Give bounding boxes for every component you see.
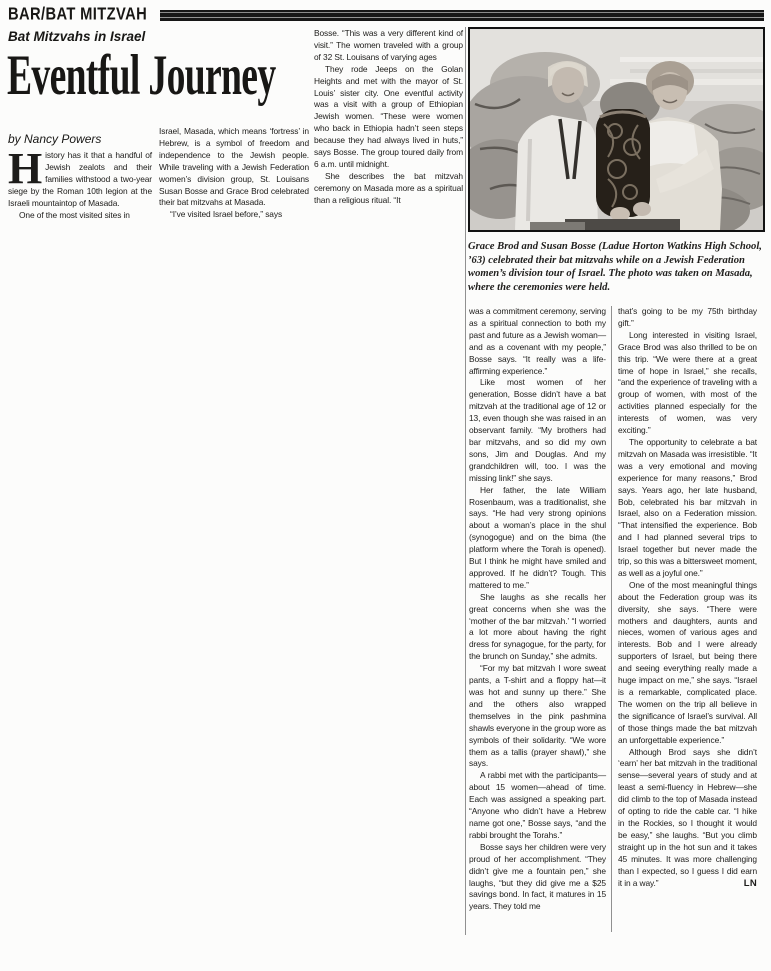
paragraph: She laughs as she recalls her great concerns when she was the ‘mother of the bar mitzvah.’ “I worried a lot more about having the right dress for synagogue, for the party, for the brunch on Sunday,” she admits.	[469, 591, 606, 662]
intro-column-1	[8, 144, 152, 221]
masada-photo-graphic	[470, 29, 763, 230]
paragraph: Bosse says her children were very proud of her accomplishment. “They didn’t give me a fountain pen,” she laughs, “but they did give me a $25 savings bond. In fact, it matures in 15 years. They told me	[469, 841, 606, 912]
column-rule-left	[465, 27, 466, 935]
paragraph: that’s going to be my 75th birthday gift.”	[618, 306, 757, 328]
article-byline: by Nancy Powers	[8, 132, 102, 146]
masthead-rule-bar	[160, 10, 764, 21]
body-column-4	[469, 306, 606, 913]
paragraph: The opportunity to celebrate a bat mitzvah on Masada was irresistible. “It was a very emotional and moving experience for many reasons,” Brod says. Years ago, her late husband, Bob, celebrated his bar mitzvah in Israel, also on a Federation mission. “That intensified the experience. Bob and I had planned several trips to Israel together but never made the trip, so this was a bittersweet moment, as well as a joyful one.”	[618, 436, 757, 578]
paragraph: They rode Jeeps on the Golan Heights and met with the mayor of St. Louis’ sister city. One eventful activity was a visit with a group of Ethiopian Jewish women. “These were women who back in Ethiopia hadn’t seen steps because they had always lived in huts,” says Bosse. The group toured daily from 6 a.m. until midnight.	[314, 63, 463, 169]
paragraph: One of the most meaningful things about the Federation group was its diversity, she says. “There were mothers and daughters, aunts and nieces, women of various ages and interests. Bob and I were already supporters of Israel, but being there and seeing everything really made a huge impact on me,” she says. “Israel is a remarkable, complicated place. The women on the trip all believe in the significance of Israel’s survival. All of those things made the bat mitzvah an unforgettable experience.”	[618, 579, 757, 745]
paragraph: “For my bat mitzvah I wore sweat pants, a T-shirt and a floppy hat—it was hot and sunny up there.” She and the others also wrapped themselves in the pink pashmina shawls everyone in the group wore as symbols of their solidarity. “We wore them as a tallis (prayer shawl),” she says.	[469, 663, 606, 769]
photo-caption: Grace Brod and Susan Bosse (Ladue Horton Watkins High School, ’63) celebrated their bat mitzvahs while on a Jewish Federation women’s division tour of Israel. The photo was taken on Masada, where the ceremonies were held.	[468, 241, 762, 293]
paragraph: One of the most visited sites in	[19, 209, 130, 220]
paragraph: A rabbi met with the participants—about 15 women—ahead of time. Each was assigned a speaking part. “Anyone who didn’t have a Hebrew name got one,” Bosse says, “and the rabbi brought the Torahs.”	[469, 770, 606, 840]
section-masthead	[8, 6, 764, 24]
paragraph	[618, 747, 757, 890]
article-kicker: Bat Mitzvahs in Israel	[8, 29, 146, 44]
intro-column-3	[314, 28, 463, 207]
paragraph-text: Although Brod says she didn’t ‘earn’ her bat mitzvah in the traditional sense—several years of study and at least a semi-fluency in Hebrew—she did climb to the top of Masada instead of opting to ride the cable car. “I hike in the Rockies, so I thought it would be easy,” she laughs. “But you climb straight up in the hot sun and it takes 45 minutes. It was more challenging than I expected, so I guess I did earn it in a way.”	[618, 746, 757, 888]
paragraph: She describes the bat mitzvah ceremony on Masada more as a spiritual than a religious ritual. “It	[314, 170, 463, 205]
paragraph-text: istory has it that a handful of Jewish zealots and their families withstood a two-year siege by the Roman 10th legion at the Israeli mountaintop of Masada.	[8, 150, 152, 208]
paragraph	[8, 144, 152, 210]
body-column-5	[618, 306, 757, 889]
drop-cap: H	[8, 144, 43, 193]
paragraph: Her father, the late William Rosenbaum, was a traditionalist, she says. “He had very strong opinions about a woman’s place in the shul (synogogue) and on the bima (the platform where the Torah is opened). But I think he might have smiled and approved. If he didn’t? Tough. This mattered to me.”	[469, 484, 606, 590]
end-mark: LN	[743, 877, 757, 889]
article-headline: Eventful Journey	[7, 44, 276, 107]
paragraph: Israel, Masada, which means ‘fortress’ in Hebrew, is a symbol of freedom and independence to the Jewish people. While traveling with a Jewish Federation women’s division group, St. Louisans Susan Bosse and Grace Brod celebrated their bat mitzvahs at Masada.	[159, 126, 309, 208]
paragraph: Long interested in visiting Israel, Grace Brod was also thrilled to be on this trip. “We were there at a great time of hope in Israel,” she recalls, “and the experience of traveling with a group of women, with most of the activities planned especially for the interests of women, was very exciting.”	[618, 329, 757, 436]
paragraph: was a commitment ceremony, serving as a spiritual connection to both my past and future as a Jewish woman—and as a covenant with my people,” Bosse says. “It really was a life-affirming experience.”	[469, 306, 606, 376]
paragraph: “I’ve visited Israel before,” says	[170, 209, 283, 220]
column-rule-right	[611, 306, 612, 932]
paragraph: Bosse. “This was a very different kind of visit.” The women traveled with a group of 32 St. Louisans of varying ages	[314, 28, 463, 62]
intro-column-2	[159, 126, 309, 221]
paragraph: Like most women of her generation, Bosse didn’t have a bat mitzvah at the traditional age of 12 or 13, even though she was raised in an observant family. “My brothers had bar mitzvahs, and so did my own sons, Jim and Douglas. And my grandchildren will, too. I was the missing link!” she says.	[469, 377, 606, 483]
masada-photo	[468, 27, 765, 232]
section-label: BAR/BAT MITZVAH	[8, 5, 148, 24]
